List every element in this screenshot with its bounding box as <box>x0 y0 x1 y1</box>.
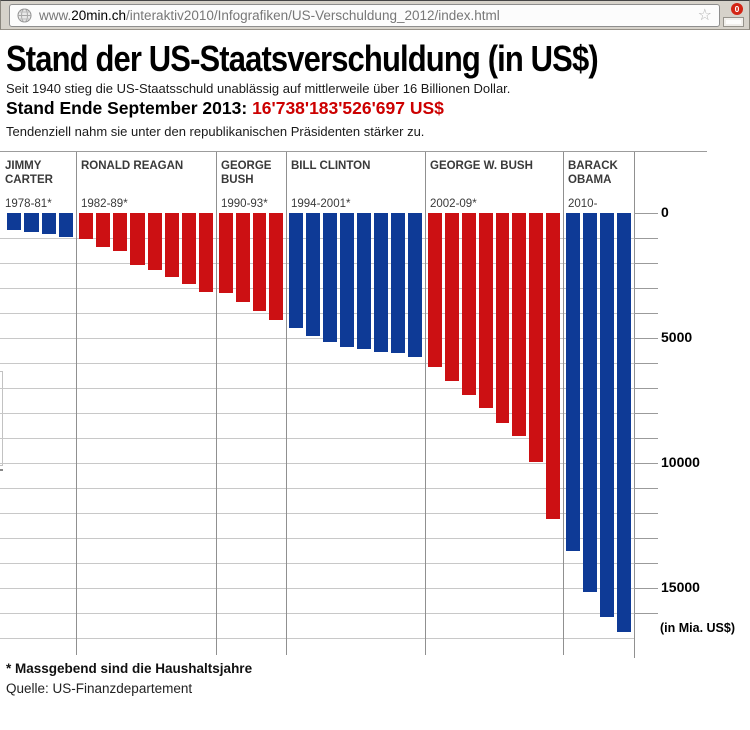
debt-chart <box>0 152 750 664</box>
president-name: BILL CLINTON <box>291 160 371 172</box>
axis-tick <box>634 513 658 514</box>
y-axis-line <box>634 152 635 658</box>
debt-bar[interactable] <box>42 213 56 234</box>
president-name: GEORGE W. BUSH <box>430 160 533 172</box>
debt-bar[interactable] <box>253 213 267 311</box>
president-years: 1982-89* <box>81 198 128 210</box>
debt-bar[interactable] <box>617 213 631 632</box>
president-header-obama <box>568 159 630 210</box>
extension-button[interactable] <box>722 3 746 29</box>
debt-bar[interactable] <box>512 213 526 436</box>
url-path: /interaktiv2010/Infografiken/US-Verschuldung_2012/index.html <box>126 8 500 23</box>
axis-tick <box>634 538 658 539</box>
gridline <box>0 463 634 464</box>
page-title: Stand der US-Staatsverschuldung (in US$) <box>6 38 598 79</box>
axis-tick <box>634 388 658 389</box>
debt-bar[interactable] <box>113 213 127 251</box>
president-header-bush-jr <box>430 159 560 210</box>
gridline <box>0 513 634 514</box>
extension-bar-icon <box>723 17 744 27</box>
debt-bar[interactable] <box>24 213 38 232</box>
axis-tick <box>634 588 658 589</box>
debt-bar[interactable] <box>583 213 597 592</box>
debt-bar[interactable] <box>182 213 196 284</box>
debt-bar[interactable] <box>445 213 459 381</box>
axis-tick <box>634 613 658 614</box>
axis-tick <box>634 313 658 314</box>
axis-unit-label: (in Mia. US$) <box>660 621 736 635</box>
note-text: Tendenziell nahm sie unter den republikanischen Präsidenten stärker zu. <box>6 124 425 139</box>
president-years: 2002-09* <box>430 198 477 210</box>
gridline <box>0 538 634 539</box>
url-prefix: www. <box>39 8 72 23</box>
offscreen-artifact-dash <box>0 469 3 471</box>
president-name: JIMMY CARTER <box>5 160 53 187</box>
gridline <box>0 588 634 589</box>
president-years: 1990-93* <box>221 198 268 210</box>
president-header-clinton <box>291 159 421 210</box>
debt-bar[interactable] <box>600 213 614 617</box>
debt-bar[interactable] <box>529 213 543 462</box>
president-name: BARACK OBAMA <box>568 160 618 187</box>
debt-bar[interactable] <box>199 213 213 292</box>
gridline <box>0 638 634 639</box>
debt-bar[interactable] <box>479 213 493 408</box>
url-bar[interactable] <box>9 4 720 27</box>
debt-bar[interactable] <box>496 213 510 423</box>
gridline <box>0 488 634 489</box>
president-header-bush-sr <box>221 159 283 210</box>
axis-tick <box>634 263 658 264</box>
axis-label-15000: 15000 <box>661 579 700 595</box>
gridline <box>0 563 634 564</box>
extension-count-badge: 0 <box>731 3 743 15</box>
url-text <box>39 8 691 23</box>
bookmark-star-icon[interactable]: ☆ <box>697 6 712 24</box>
chart-source: Quelle: US-Finanzdepartement <box>6 681 193 696</box>
debt-bar[interactable] <box>7 213 21 230</box>
debt-bar[interactable] <box>340 213 354 347</box>
debt-bar[interactable] <box>59 213 73 237</box>
debt-bar[interactable] <box>357 213 371 349</box>
debt-stand-value: 16'738'183'526'697 US$ <box>252 98 444 118</box>
axis-tick <box>634 288 658 289</box>
globe-favicon-icon <box>17 8 32 23</box>
president-years: 1978-81* <box>5 198 52 210</box>
debt-bar[interactable] <box>374 213 388 352</box>
group-divider-line <box>216 152 217 655</box>
debt-bar[interactable] <box>289 213 303 328</box>
debt-bar[interactable] <box>462 213 476 395</box>
browser-chrome <box>0 0 750 30</box>
debt-bar[interactable] <box>428 213 442 367</box>
debt-bar[interactable] <box>323 213 337 342</box>
axis-tick <box>634 213 658 214</box>
debt-bar[interactable] <box>96 213 110 247</box>
debt-bar[interactable] <box>148 213 162 270</box>
url-domain: 20min.ch <box>71 8 127 23</box>
president-years: 1994-2001* <box>291 198 351 210</box>
axis-tick <box>634 363 658 364</box>
group-divider-line <box>563 152 564 655</box>
axis-tick <box>634 238 658 239</box>
president-name: GEORGE BUSH <box>221 160 272 187</box>
debt-bar[interactable] <box>391 213 405 353</box>
debt-bar[interactable] <box>236 213 250 302</box>
president-header-carter <box>5 159 71 210</box>
axis-label-10000: 10000 <box>661 454 700 470</box>
debt-bar[interactable] <box>269 213 283 320</box>
axis-tick <box>634 488 658 489</box>
axis-tick <box>634 438 658 439</box>
axis-tick <box>634 563 658 564</box>
axis-label-0: 0 <box>661 204 669 220</box>
president-name: RONALD REAGAN <box>81 160 184 172</box>
chart-footnote: * Massgebend sind die Haushaltsjahre <box>6 661 253 676</box>
axis-tick <box>634 463 658 464</box>
debt-bar[interactable] <box>408 213 422 357</box>
debt-bar[interactable] <box>306 213 320 336</box>
debt-stand-label: Stand Ende September 2013: <box>6 98 248 118</box>
axis-tick <box>634 338 658 339</box>
debt-bar[interactable] <box>165 213 179 277</box>
group-divider-line <box>425 152 426 655</box>
debt-bar[interactable] <box>546 213 560 519</box>
debt-bar[interactable] <box>219 213 233 293</box>
debt-bar[interactable] <box>79 213 93 239</box>
axis-label-5000: 5000 <box>661 329 693 345</box>
debt-bar[interactable] <box>566 213 580 551</box>
president-header-reagan <box>81 159 213 210</box>
group-divider-line <box>76 152 77 655</box>
intro-text: Seit 1940 stieg die US-Staatsschuld unablässig auf mittlerweile über 16 Billionen Dollar. <box>6 81 511 96</box>
president-years: 2010- <box>568 198 598 210</box>
debt-stand-line <box>6 98 444 119</box>
group-divider-line <box>286 152 287 655</box>
gridline <box>0 613 634 614</box>
offscreen-tooltip-artifact <box>0 371 3 466</box>
axis-tick <box>634 413 658 414</box>
debt-bar[interactable] <box>130 213 144 265</box>
